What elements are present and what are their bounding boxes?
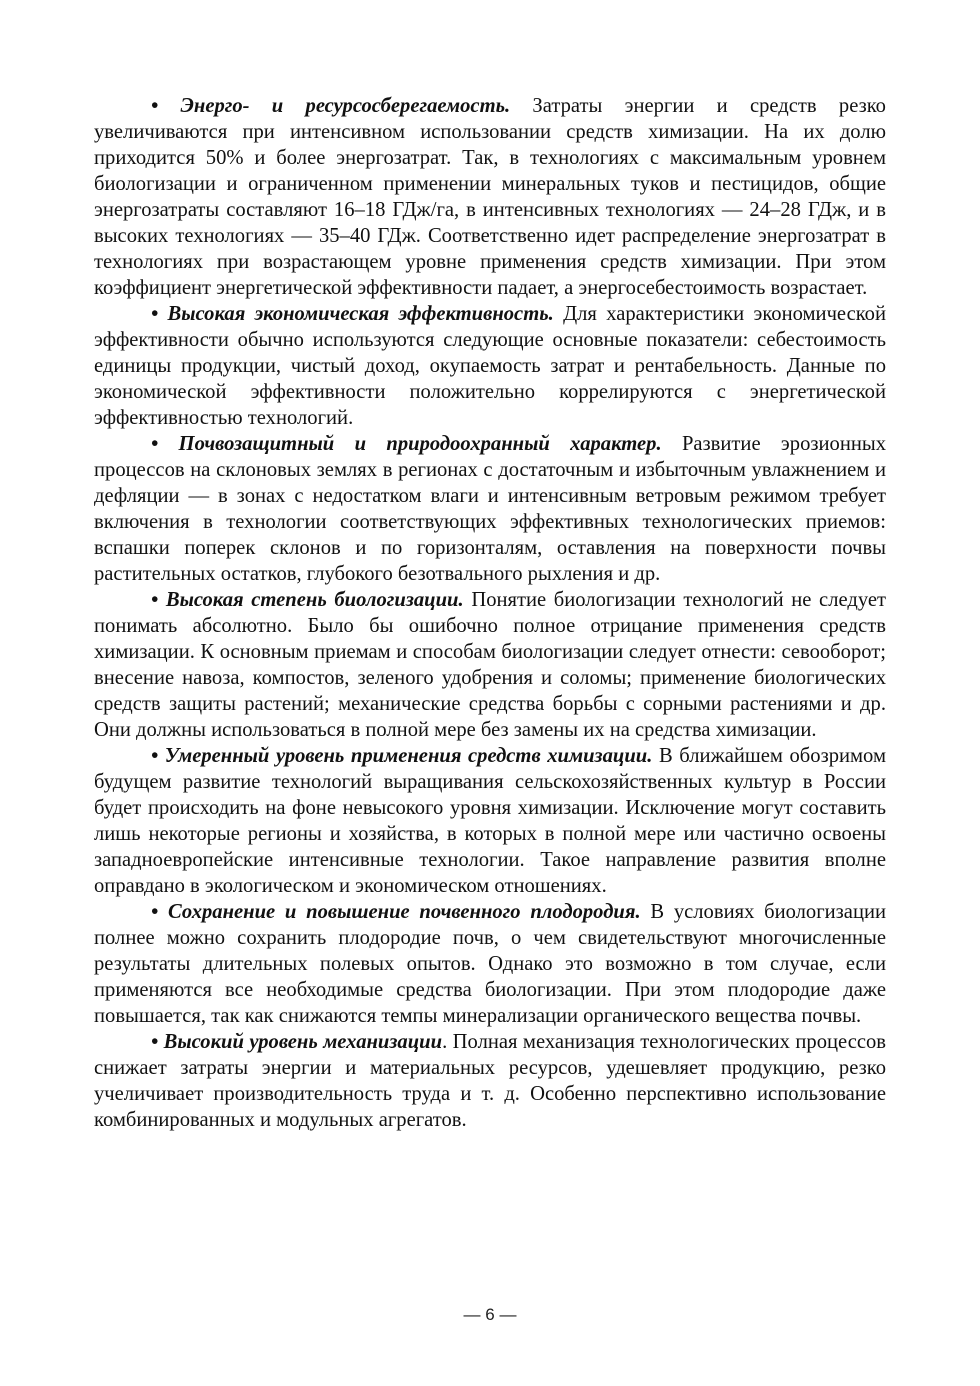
paragraph-heading: • Высокая экономическая эффективность. bbox=[151, 303, 554, 325]
paragraph-heading: • Энерго- и ресурсосберегаемость. bbox=[151, 95, 511, 117]
paragraph-heading: • Высокий уровень механизации bbox=[151, 1031, 443, 1053]
paragraph-body: Понятие биологизации технологий не следует понимать абсолютно. Было бы ошибочно полное отрицание применения средств химизации. К основным приемам и способам биологизации следует отнести: севооборот; внесение навоза, компостов, зеленого удобрения и соломы; применение биологических средств защиты растений; механические средства борьбы с сорными растениями и др. Они должны использоваться в полной мере без замены их на средства химизации. bbox=[94, 589, 886, 741]
paragraph-body: Затраты энергии и средств резко увеличиваются при интенсивном использовании средств химизации. На их долю приходится 50% и более энергозатрат. Так, в технологиях с максимальным уровнем биологизации и ограниченном применении минеральных туков и пестицидов, общие энергозатраты составляют 16–18 ГДж/га, в интенсивных технологиях — 24–28 ГДж, и в высоких технологиях — 35–40 ГДж. Соответственно идет распределение энергозатрат в технологиях при возрастающем уровне применения средств химизации. При этом коэффициент энергетической эффективности падает, а энергосебестоимость возрастает. bbox=[94, 95, 886, 299]
paragraph-soil-protection bbox=[94, 431, 886, 587]
paragraph-soil-fertility bbox=[94, 899, 886, 1029]
paragraph-mechanization bbox=[94, 1029, 886, 1133]
paragraph-heading: • Почвозащитный и природоохранный характер. bbox=[151, 433, 662, 455]
paragraph-chemicalization bbox=[94, 743, 886, 899]
paragraph-biologization bbox=[94, 587, 886, 743]
paragraph-body: . Полная механизация технологических процессов снижает затраты энергии и материальных ресурсов, удешевляет продукцию, резко учеличивает производительность труда и т. д. Особенно перспективно использование комбинированных и модульных агрегатов. bbox=[94, 1031, 887, 1131]
paragraph-body: В ближайшем обозримом будущем развитие технологий выращивания сельскохозяйственных культур в России будет происходить на фоне невысокого уровня химизации. Исключение могут составить лишь некоторые регионы и хозяйства, в которых в полной мере или частично освоены западноевропейские интенсивные технологии. Такое направление развития вполне оправдано в экологическом и экономическом отношениях. bbox=[94, 745, 886, 897]
paragraph-heading: • Высокая степень биологизации. bbox=[151, 589, 464, 611]
paragraph-body: Для характеристики экономической эффективности обычно используются следующие основные показатели: себестоимость единицы продукции, чистый доход, окупаемость затрат и рентабельность. Данные по экономической эффективности положительно коррелируются с энергетической эффективностью технологий. bbox=[94, 303, 886, 429]
paragraph-heading: • Умеренный уровень применения средств химизации. bbox=[151, 745, 653, 767]
paragraph-energy-saving bbox=[94, 93, 886, 301]
paragraph-body: В условиях биологизации полнее можно сохранить плодородие почв, о чем свидетельствуют многочисленные результаты длительных полевых опытов. Однако это возможно в том случае, если применяются все необходимые средства биологизации. При этом плодородие даже повышается, так как снижаются темпы минерализации органического вещества почвы. bbox=[94, 901, 887, 1027]
page-number: — 6 — bbox=[463, 1305, 517, 1324]
paragraph-economic-efficiency bbox=[94, 301, 886, 431]
document-page bbox=[94, 93, 886, 1133]
paragraph-body: Развитие эрозионных процессов на склоновых землях в регионах с достаточным и избыточным увлажнением и дефляции — в зонах с недостатком влаги и интенсивным ветровым режимом требует включения в технологии соответствующих эффективных технологических приемов: вспашки поперек склонов и по горизонталям, оставления на поверхности почвы растительных остатков, глубокого безотвального рыхления и др. bbox=[94, 433, 886, 585]
paragraph-heading: • Сохранение и повышение почвенного плодородия. bbox=[151, 901, 641, 923]
